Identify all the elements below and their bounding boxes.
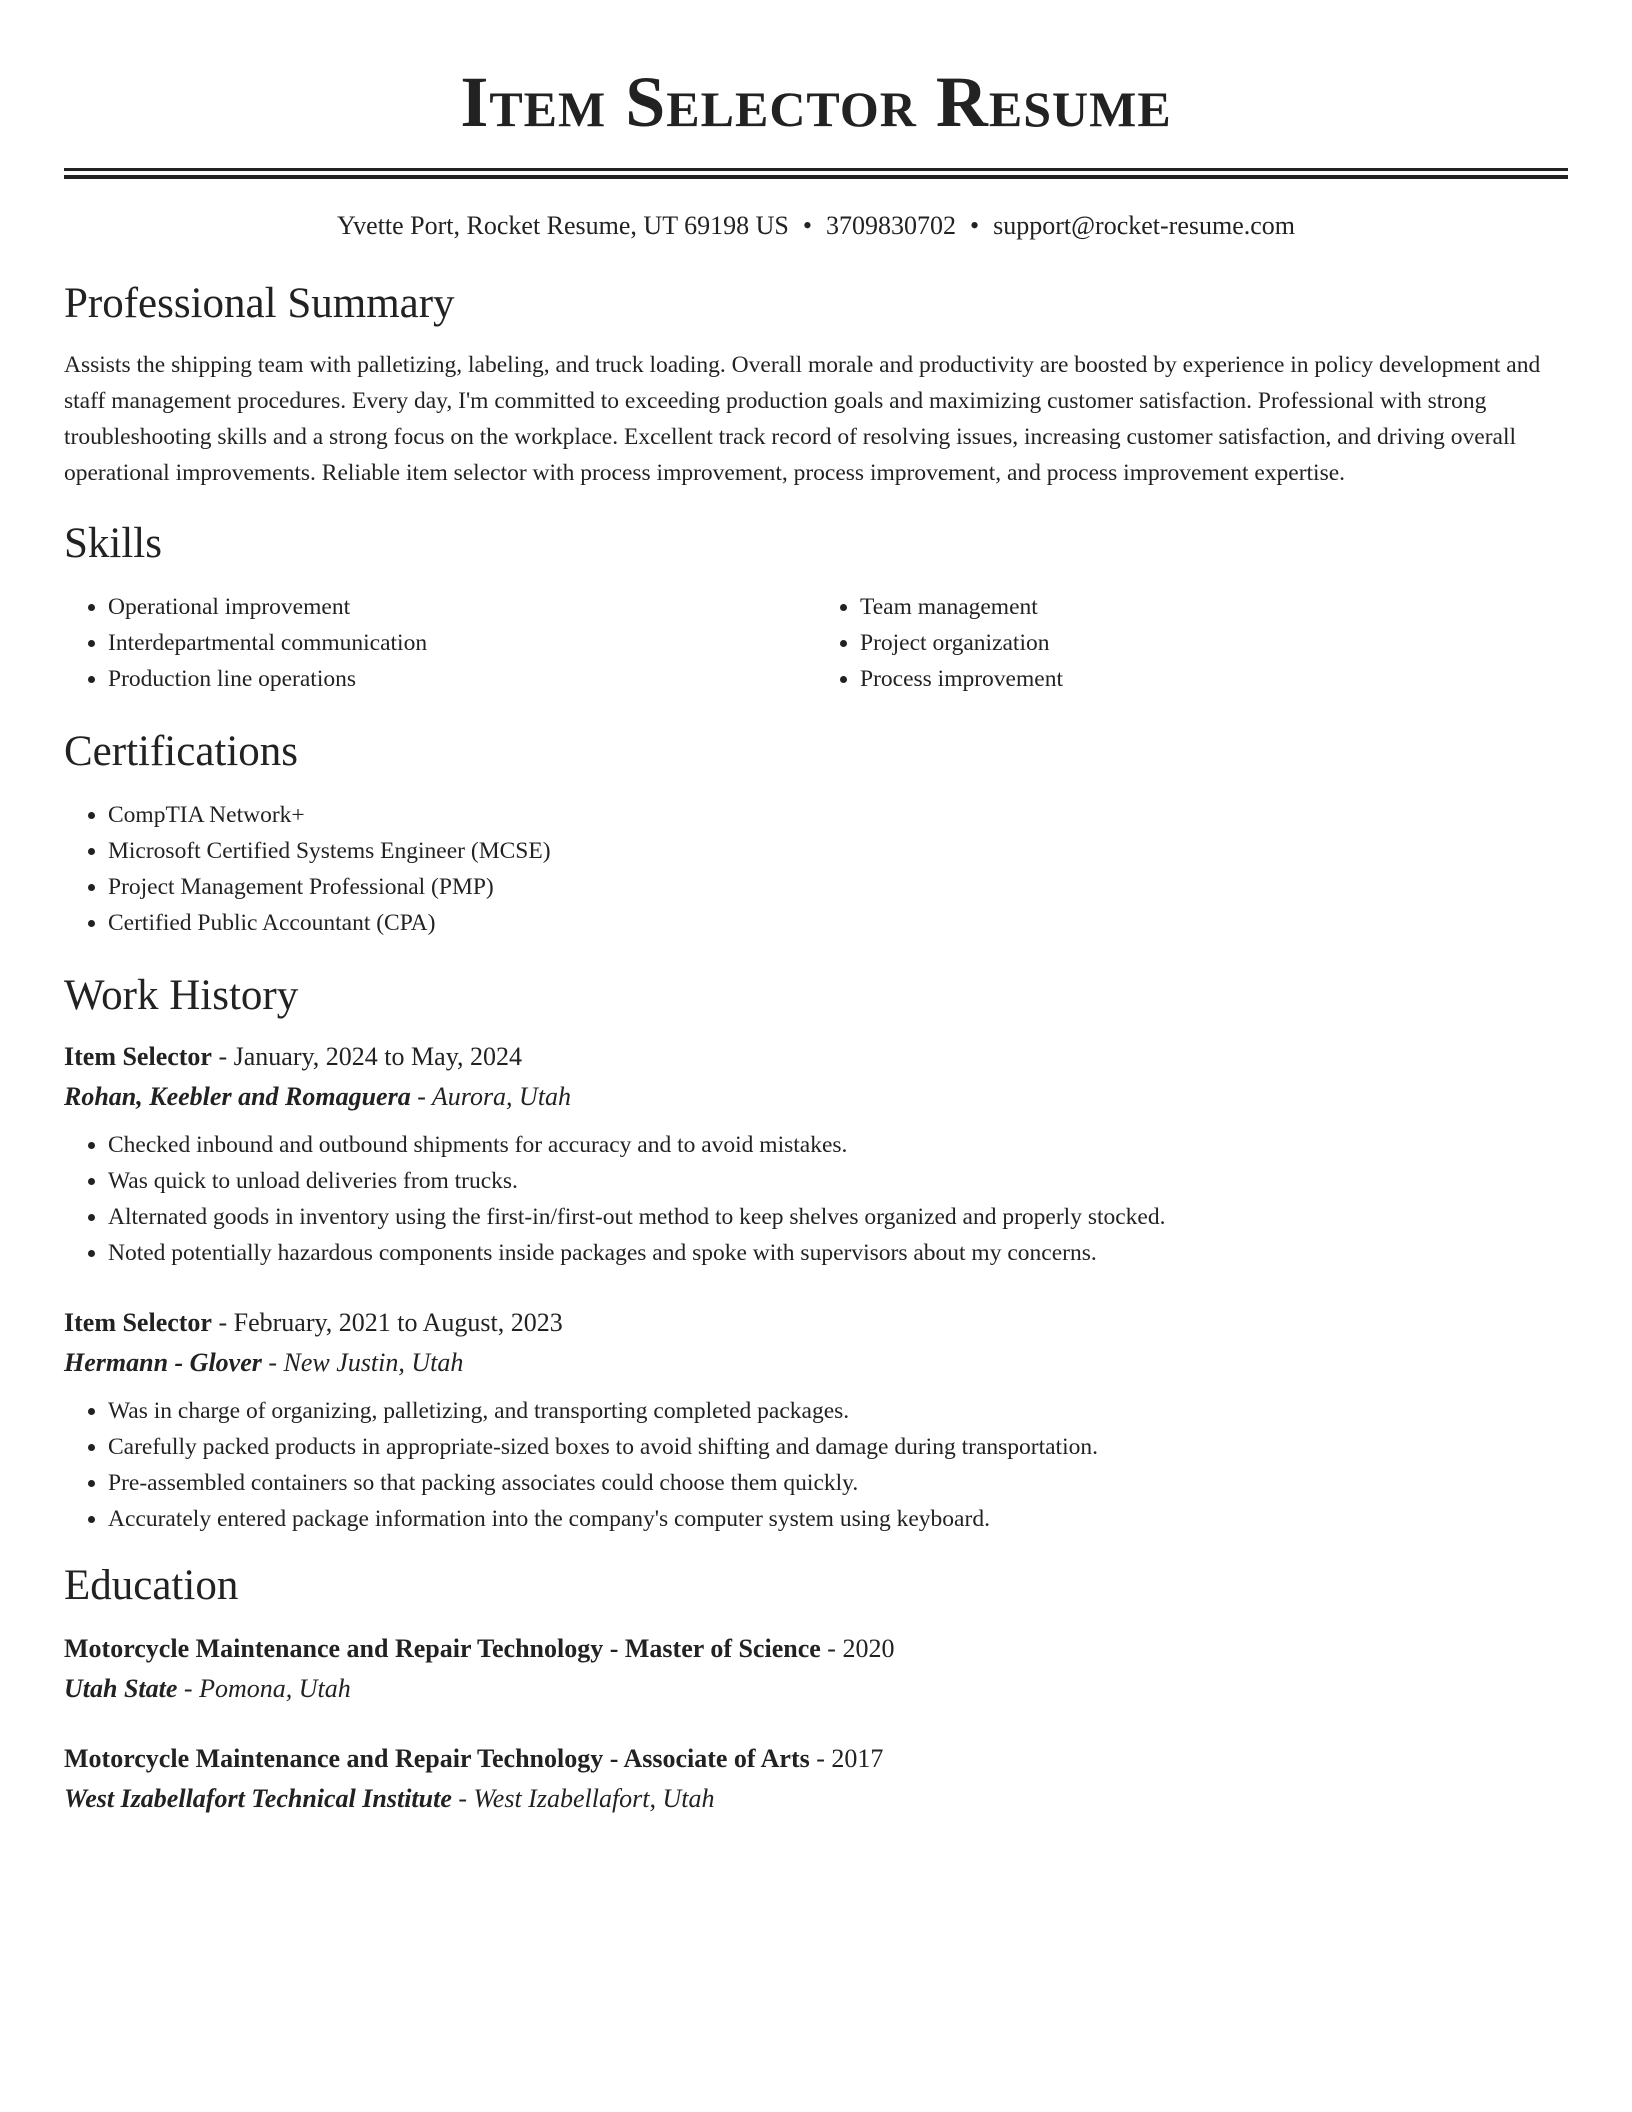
- job-entry: [64, 1037, 1568, 1271]
- summary-text: Assists the shipping team with palletizing, labeling, and truck loading. Overall morale and productivity are boosted by experience in policy development and staff management procedures. Every day, I'm committed to exceeding production goals and maximizing customer satisfaction. Professional with strong troubleshooting skills and a strong focus on the workplace. Excellent track record of resolving issues, increasing customer satisfaction, and driving overall operational improvements. Reliable item selector with process improvement, process improvement, and process improvement expertise.: [64, 352, 1541, 486]
- education-entry: [64, 1629, 1568, 1709]
- resume-title: Item Selector Resume: [460, 62, 1172, 142]
- skill-item: • Project organization: [860, 625, 1568, 661]
- skill-item: • Production line operations: [108, 661, 816, 697]
- education-degree-line: [64, 1739, 1568, 1779]
- education-degree-line: [64, 1629, 1568, 1669]
- education-school-line: [64, 1669, 1568, 1709]
- job-location: - New Justin, Utah: [261, 1348, 464, 1377]
- job-bullet: • Was in charge of organizing, palletizing, and transporting completed packages.: [108, 1393, 1568, 1429]
- certification-item: • Project Management Professional (PMP): [108, 869, 1568, 905]
- education-location: - West Izabellafort, Utah: [451, 1784, 715, 1813]
- job-bullet: • Checked inbound and outbound shipments for accuracy and to avoid mistakes.: [108, 1127, 1568, 1163]
- job-employer: [64, 1077, 1568, 1117]
- skills-grid: [64, 589, 1568, 697]
- job-dates: - January, 2024 to May, 2024: [211, 1042, 523, 1071]
- summary-heading: Professional Summary: [64, 280, 455, 327]
- job-dates: - February, 2021 to August, 2023: [211, 1308, 563, 1337]
- title-rule-top: [64, 168, 1568, 171]
- contact-separator: •: [802, 211, 812, 240]
- job-title: Item Selector: [64, 1308, 212, 1337]
- education-entry: [64, 1739, 1568, 1819]
- education-school: West Izabellafort Technical Institute: [64, 1784, 452, 1813]
- job-entry: [64, 1303, 1568, 1537]
- job-bullet: • Alternated goods in inventory using the first-in/first-out method to keep shelves organized and properly stocked.: [108, 1199, 1568, 1235]
- job-bullet: • Pre-assembled containers so that packing associates could choose them quickly.: [108, 1465, 1568, 1501]
- title-rule-bottom: [64, 175, 1568, 179]
- job-header: [64, 1037, 1568, 1077]
- education-location: - Pomona, Utah: [177, 1674, 351, 1703]
- job-bullet: • Noted potentially hazardous components inside packages and spoke with supervisors about my concerns.: [108, 1235, 1568, 1271]
- education-school: Utah State: [64, 1674, 178, 1703]
- job-bullets: [64, 1393, 1568, 1537]
- job-company: Hermann - Glover: [64, 1348, 262, 1377]
- certifications-list: [64, 797, 1568, 941]
- contact-email[interactable]: support@rocket-resume.com: [993, 211, 1296, 240]
- job-company: Rohan, Keebler and Romaguera: [64, 1082, 411, 1111]
- job-bullet: • Was quick to unload deliveries from trucks.: [108, 1163, 1568, 1199]
- contact-address: Yvette Port, Rocket Resume, UT 69198 US: [336, 211, 789, 240]
- education-degree: Motorcycle Maintenance and Repair Technology - Associate of Arts: [64, 1744, 810, 1773]
- resume-page: [64, 0, 1568, 1819]
- job-bullet: • Carefully packed products in appropriate-sized boxes to avoid shifting and damage during transportation.: [108, 1429, 1568, 1465]
- certifications-heading: Certifications: [64, 728, 299, 775]
- contact-line: [64, 209, 1568, 243]
- skill-item: • Team management: [860, 589, 1568, 625]
- education-year: - 2017: [809, 1744, 884, 1773]
- skills-list-left: [64, 589, 816, 697]
- skills-list-right: [816, 589, 1568, 697]
- work-history-heading: Work History: [64, 972, 299, 1019]
- skill-item: • Operational improvement: [108, 589, 816, 625]
- education-degree: Motorcycle Maintenance and Repair Technology - Master of Science: [64, 1634, 821, 1663]
- job-employer: [64, 1343, 1568, 1383]
- education-school-line: [64, 1779, 1568, 1819]
- job-location: - Aurora, Utah: [410, 1082, 572, 1111]
- certification-item: • Certified Public Accountant (CPA): [108, 905, 1568, 941]
- skills-heading: Skills: [64, 520, 162, 567]
- certification-item: • Microsoft Certified Systems Engineer (MCSE): [108, 833, 1568, 869]
- skill-item: • Interdepartmental communication: [108, 625, 816, 661]
- job-bullet: • Accurately entered package information into the company's computer system using keyboard.: [108, 1501, 1568, 1537]
- contact-separator: •: [969, 211, 980, 240]
- job-title: Item Selector: [64, 1042, 212, 1071]
- job-header: [64, 1303, 1568, 1343]
- job-bullets: [64, 1127, 1568, 1271]
- education-heading: Education: [64, 1562, 239, 1609]
- education-year: - 2020: [820, 1634, 895, 1663]
- certification-item: • CompTIA Network+: [108, 797, 1568, 833]
- contact-phone: 3709830702: [825, 211, 956, 240]
- skill-item: • Process improvement: [860, 661, 1568, 697]
